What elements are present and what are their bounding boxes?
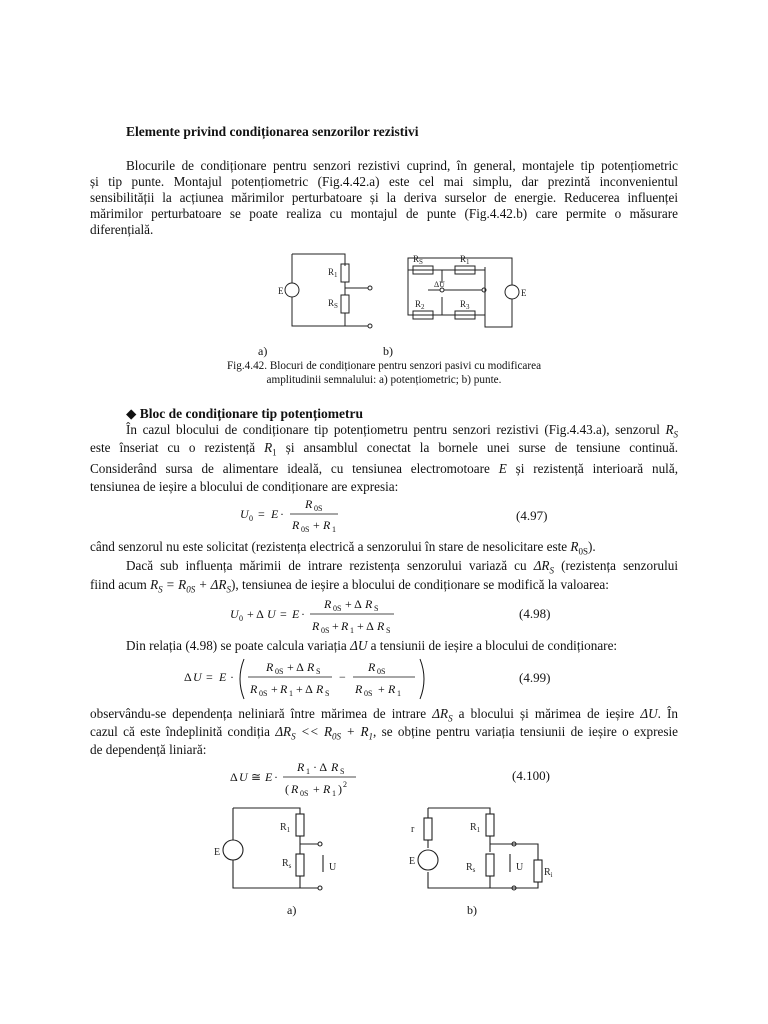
p1-line-2: este înseriat cu o rezistență $R_1$ și ansamblul conectat la bornele unei surse de tensiune continuă. xyxy=(90,440,679,458)
svg-text:+: + xyxy=(271,682,278,696)
svg-text:1: 1 xyxy=(332,525,336,534)
svg-text:1: 1 xyxy=(306,767,310,776)
intro-line-3: sensibilității la acțiunea mărimilor perturbatoare și la deriva surselor de energie. Reducerea influenței xyxy=(90,190,678,205)
svg-text:2: 2 xyxy=(343,780,347,789)
svg-text:·: · xyxy=(230,670,234,684)
svg-text:R1: $R_1$ xyxy=(280,822,291,834)
svg-text:RS: $R_S$ xyxy=(413,254,423,266)
svg-text:S: S xyxy=(316,667,321,676)
svg-text:R: R xyxy=(316,682,324,696)
svg-text:+: + xyxy=(378,682,385,696)
svg-text:0S: 0S xyxy=(259,689,268,698)
label-u-43a: U xyxy=(329,862,337,873)
svg-text:R: R xyxy=(291,782,299,796)
svg-text:R: R xyxy=(341,619,349,633)
svg-text:R: R xyxy=(368,660,376,674)
intro-line-2: și tip punte. Montajul potențiometric (Fig.4.42.a) este cel mai simplu, dar prezintă inconvenientul xyxy=(90,174,678,189)
svg-text:U: U xyxy=(267,607,276,621)
svg-text:R: R xyxy=(324,597,332,611)
svg-text:0S: 0S xyxy=(321,626,330,635)
svg-text:0S: 0S xyxy=(314,504,323,513)
svg-text:U: U xyxy=(193,670,202,684)
resistor-r1 xyxy=(341,264,349,282)
p3-line-2: fiind acum $R_S = R_{0S} + \Delta R_S$), tensiunea de ieșire a blocului de condiționare se modifică la valoarea: xyxy=(90,577,609,595)
svg-text:R: R xyxy=(323,518,331,532)
equation-4-98 xyxy=(228,594,403,638)
svg-text:R1: $R_1$ xyxy=(470,822,481,834)
source-e-b xyxy=(505,285,519,299)
resistor-rs xyxy=(341,295,349,313)
p3-line-1: Dacă sub influența mărimii de intrare rezistența senzorului variază cu $\Delta R_S$ (rezistența senzorului xyxy=(126,558,679,576)
p1-line-4: tensiunea de ieșire a blocului de condiționare are expresia: xyxy=(90,479,399,494)
eq-number-4-100: (4.100) xyxy=(512,768,550,783)
svg-text:=: = xyxy=(280,607,287,621)
svg-text:R: R xyxy=(292,518,300,532)
svg-text:(: ( xyxy=(285,782,289,796)
label-r-43b: r xyxy=(411,824,415,835)
svg-text:+ Δ: + Δ xyxy=(287,660,304,674)
fig442-caption-1: Fig.4.42. Blocuri de condiționare pentru senzori pasivi cu modificarea xyxy=(226,360,542,372)
svg-text:R: R xyxy=(377,619,385,633)
section-title: Elemente privind condiționarea senzorilor rezistivi xyxy=(126,124,419,139)
svg-text:E: E xyxy=(271,507,279,521)
svg-text:U: U xyxy=(239,770,248,784)
svg-text:+: + xyxy=(332,619,339,633)
intro-line-5: diferențială. xyxy=(90,222,154,237)
svg-text:=: = xyxy=(258,507,265,521)
svg-text:0S: 0S xyxy=(333,604,342,613)
p5-line-3: de dependență liniară: xyxy=(90,742,207,757)
p1-line-3: Considerând sursa de alimentare ideală, cu tensiunea electromotoare E și rezistență interioară nulă, xyxy=(90,461,678,476)
svg-text:U: U xyxy=(240,507,249,521)
svg-text:R: R xyxy=(266,660,274,674)
fig442-caption-2: amplitudinii semnalului: a) potențiometric; b) punte. xyxy=(266,374,502,386)
svg-text:0S: 0S xyxy=(275,667,284,676)
svg-text:0S: 0S xyxy=(300,789,309,798)
eq-number-4-97: (4.97) xyxy=(516,508,548,523)
label-e-a: E xyxy=(278,286,284,296)
equation-4-100 xyxy=(228,757,368,803)
svg-text:R1: $R_1$ xyxy=(328,267,338,279)
svg-text:Rs: $R_s$ xyxy=(282,858,292,870)
figure-4-43 xyxy=(208,800,558,900)
svg-text:0S: 0S xyxy=(301,525,310,534)
svg-text:): ) xyxy=(338,782,342,796)
svg-text:S: S xyxy=(340,767,345,776)
resistor-r1-43a xyxy=(296,814,304,836)
p1-line-1: În cazul blocului de condiționare tip potențiometru pentru senzori rezistivi (Fig.4.43.a), senzorul $R_S$ xyxy=(126,422,679,440)
source-e-43a xyxy=(223,840,243,860)
svg-text:1: 1 xyxy=(397,689,401,698)
svg-text:+ Δ: + Δ xyxy=(345,597,362,611)
svg-text:·: · xyxy=(301,607,305,621)
svg-text:=: = xyxy=(206,670,213,684)
svg-text:Δ: Δ xyxy=(184,670,192,684)
svg-text:1: 1 xyxy=(332,789,336,798)
svg-text:RS: $R_S$ xyxy=(328,298,338,310)
svg-text:0S: 0S xyxy=(377,667,386,676)
svg-text:0: 0 xyxy=(239,614,243,623)
svg-text:+ Δ: + Δ xyxy=(247,607,264,621)
svg-text:R: R xyxy=(297,760,305,774)
resistor-ri-43b xyxy=(534,860,542,882)
svg-text:E: E xyxy=(265,770,273,784)
svg-text:·: · xyxy=(274,770,278,784)
svg-text:U: U xyxy=(230,607,239,621)
svg-text:E: E xyxy=(219,670,227,684)
svg-text:0: 0 xyxy=(249,514,253,523)
svg-text:R2: $R_2$ xyxy=(415,299,425,311)
svg-text:≅: ≅ xyxy=(251,770,262,784)
eq-number-4-99: (4.99) xyxy=(519,670,551,685)
svg-text:R: R xyxy=(250,682,258,696)
equation-4-97 xyxy=(238,492,368,536)
svg-text:Rs: $R_s$ xyxy=(466,862,476,874)
bullet-icon: ◆ xyxy=(126,406,137,421)
label-e-b: E xyxy=(521,288,527,298)
resistor-r1-43b xyxy=(486,814,494,836)
eq-number-4-98: (4.98) xyxy=(519,606,551,621)
svg-text:· Δ: · Δ xyxy=(313,760,328,774)
svg-text:R3: $R_3$ xyxy=(460,299,470,311)
svg-text:Ri: $R_i$ xyxy=(544,867,553,879)
svg-text:R: R xyxy=(305,497,313,511)
resistor-r-43b xyxy=(424,818,432,840)
fig442-sub-b: b) xyxy=(383,344,393,358)
figure-4-42 xyxy=(270,245,540,345)
label-e-43a: E xyxy=(214,847,221,858)
label-r2-b: R xyxy=(415,299,422,309)
svg-text:R: R xyxy=(355,682,363,696)
fig442-sub-a: a) xyxy=(258,344,268,358)
svg-text:Δ: Δ xyxy=(230,770,238,784)
svg-text:R: R xyxy=(312,619,320,633)
label-e-43b: E xyxy=(409,856,416,867)
label-r3-b: R xyxy=(460,299,467,309)
source-e-43b xyxy=(418,850,438,870)
svg-text:0S: 0S xyxy=(364,689,373,698)
p4-line-1: Din relația (4.98) se poate calcula variația ΔU a tensiunii de ieșire a blocului de condiționare: xyxy=(126,638,618,653)
svg-text:+: + xyxy=(313,518,320,532)
svg-text:R: R xyxy=(365,597,373,611)
label-r1-a: R xyxy=(328,267,335,277)
svg-text:R: R xyxy=(331,760,339,774)
resistor-rs-43b xyxy=(486,854,494,876)
p2-line-1: când senzorul nu este solicitat (rezistența electrică a senzorului în stare de nesolicitare este $R_{0S}$). xyxy=(90,539,596,557)
source-e-a xyxy=(285,283,299,297)
p5-line-1: observându-se dependența neliniară între mărimea de intrare $\Delta R_S$ a blocului și mărimea de ieșire ΔU. În xyxy=(90,706,678,724)
svg-text:−: − xyxy=(339,670,346,684)
svg-text:+ Δ: + Δ xyxy=(357,619,374,633)
label-du-b: ΔU xyxy=(434,280,445,289)
svg-text:E: E xyxy=(292,607,300,621)
p5-line-2: cazul că este îndeplinită condiția $\Delta R_S << R_{0S} + R_1$, se obține pentru variația tensiunii de ieșire o expresie xyxy=(90,724,678,742)
label-u-43b: U xyxy=(516,862,524,873)
label-r1-b: R xyxy=(460,254,467,264)
intro-line-4: mărimilor perturbatoare se poate realiza cu montajul de punte (Fig.4.42.b) care permite o măsurare xyxy=(90,206,678,221)
fig443-sub-b: b) xyxy=(467,903,477,917)
svg-text:R: R xyxy=(307,660,315,674)
svg-text:R: R xyxy=(280,682,288,696)
resistor-rs-43a xyxy=(296,854,304,876)
svg-text:+ Δ: + Δ xyxy=(296,682,313,696)
label-rs-a: R xyxy=(328,298,335,308)
label-rs-b: R xyxy=(413,254,420,264)
svg-text:S: S xyxy=(374,604,379,613)
svg-text:+: + xyxy=(313,782,320,796)
svg-text:R1: $R_1$ xyxy=(460,254,470,266)
fig443-sub-a: a) xyxy=(287,903,297,917)
svg-text:1: 1 xyxy=(350,626,354,635)
subsection-title: ◆ Bloc de condiționare tip potențiometru xyxy=(126,406,364,421)
equation-4-99 xyxy=(182,655,432,701)
svg-text:R: R xyxy=(323,782,331,796)
svg-text:S: S xyxy=(386,626,391,635)
intro-line-1: Blocurile de condiționare pentru senzori rezistivi cuprind, în general, montajele tip potențiometric xyxy=(126,158,678,173)
svg-text:S: S xyxy=(325,689,330,698)
svg-text:1: 1 xyxy=(289,689,293,698)
svg-text:·: · xyxy=(280,507,284,521)
svg-text:R: R xyxy=(388,682,396,696)
